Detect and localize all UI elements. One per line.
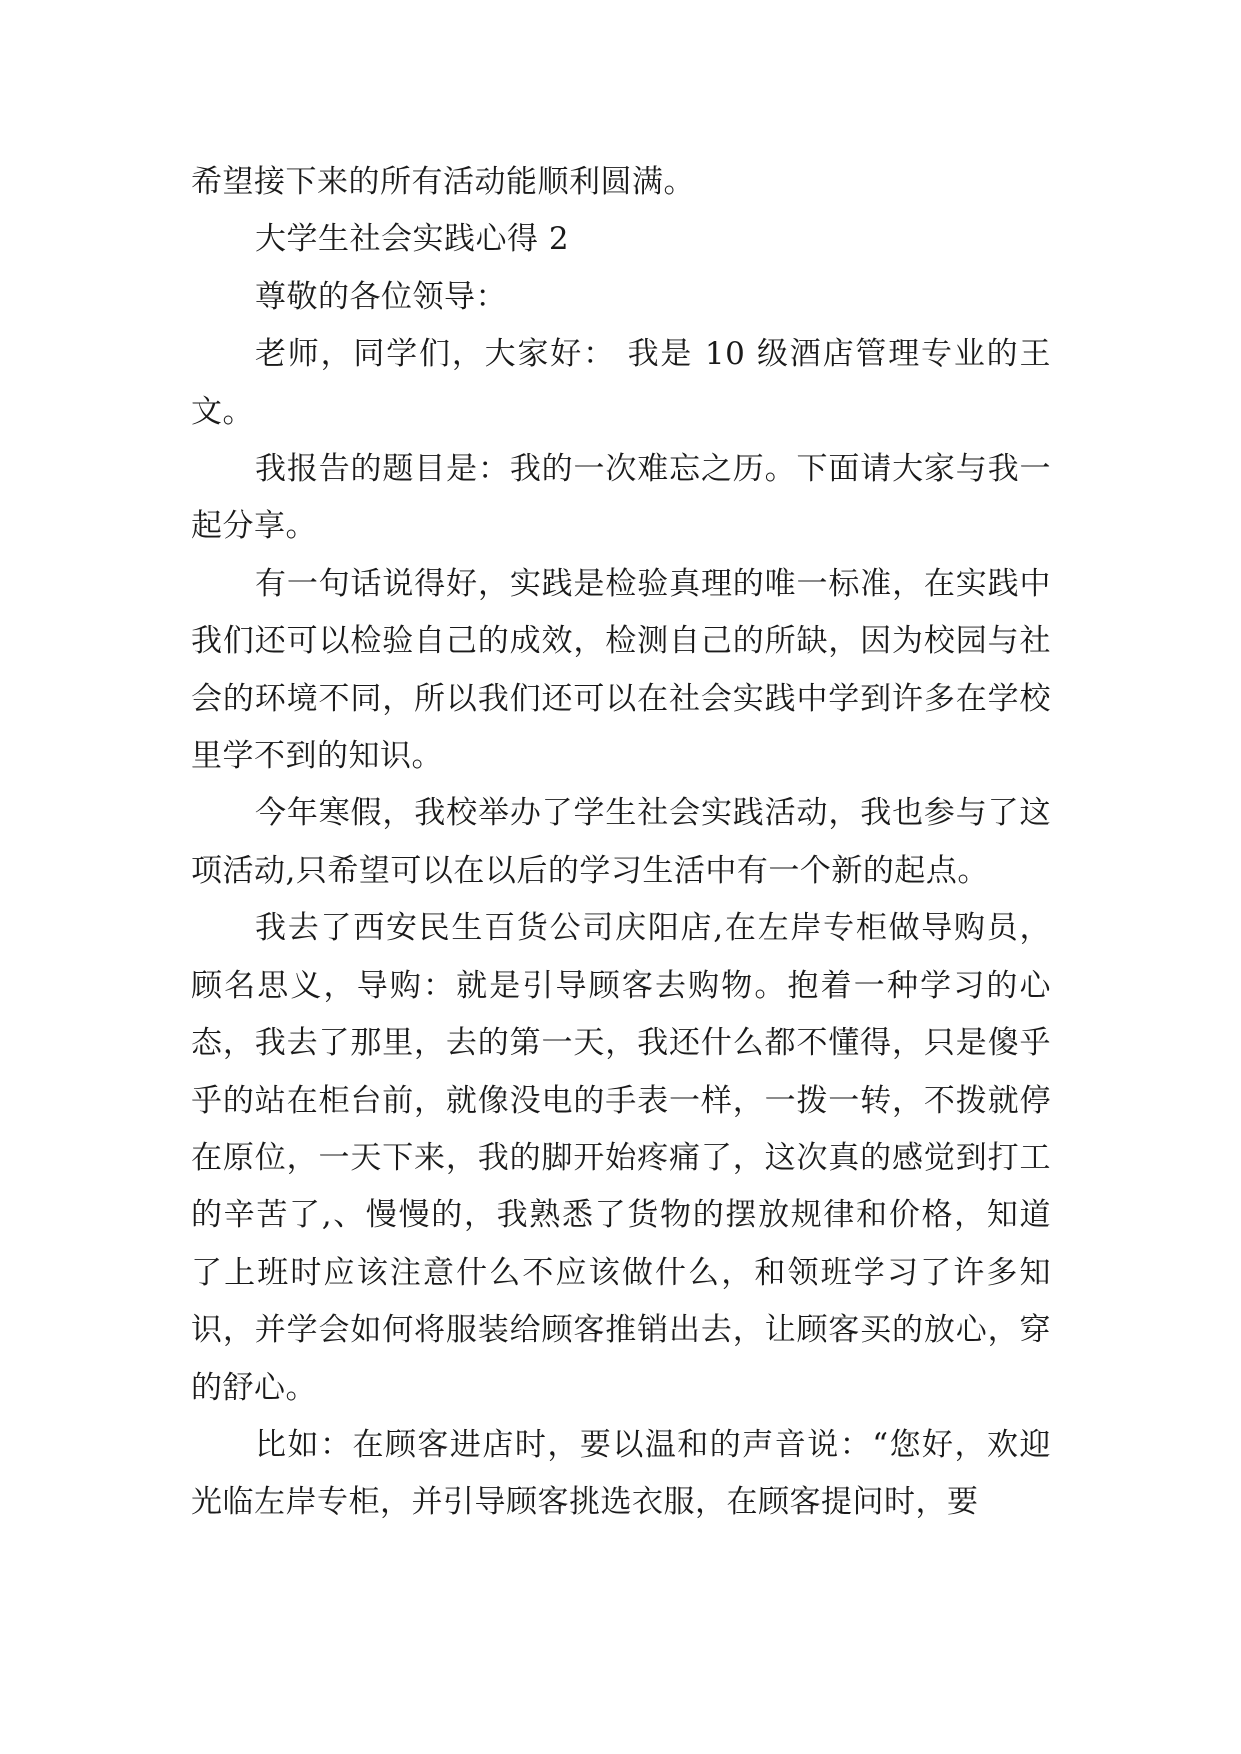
section-heading: 大学生社会实践心得 2 bbox=[255, 221, 570, 258]
paragraph-topic: 我报告的题目是：我的一次难忘之历。下面请大家与我一起分享。 bbox=[191, 451, 1051, 545]
paragraph-shopping-guide: 我去了西安民生百货公司庆阳店,在左岸专柜做导购员，顾名思义，导购：就是引导顾客去购物。抱着一种学习的心态，我去了那里，去的第一天，我还什么都不懂得，只是傻乎乎的站在柜台前，就像没电的手表一样，一拨一转，不拨就停在原位，一天下来，我的脚开始疼痛了，这次真的感觉到打工的辛苦了,、慢慢的，我熟悉了货物的摆放规律和价格，知道了上班时应该注意什么不应该做什么，和领班学习了许多知识，并学会如何将服装给顾客推销出去，让顾客买的放心，穿的舒心。 bbox=[191, 910, 1051, 1406]
paragraph-winter-break: 今年寒假，我校举办了学生社会实践活动，我也参与了这项活动,只希望可以在以后的学习生活中有一个新的起点。 bbox=[191, 795, 1051, 889]
paragraph-example: 比如：在顾客进店时，要以温和的声音说：“您好，欢迎光临左岸专柜，并引导顾客挑选衣服，在顾客提问时，要 bbox=[191, 1426, 1051, 1521]
paragraph-continuation: 希望接下来的所有活动能顺利圆满。 bbox=[191, 164, 695, 200]
salutation: 尊敬的各位领导： bbox=[255, 278, 507, 315]
paragraph-practice: 有一句话说得好，实践是检验真理的唯一标准，在实践中我们还可以检验自己的成效，检测自己的所缺，因为校园与社会的环境不同，所以我们还可以在社会实践中学到许多在学校里学不到的知识。 bbox=[191, 565, 1051, 775]
paragraph-greeting: 老师，同学们，大家好： 我是 10 级酒店管理专业的王文。 bbox=[191, 336, 1051, 430]
document-body bbox=[191, 154, 1051, 1532]
